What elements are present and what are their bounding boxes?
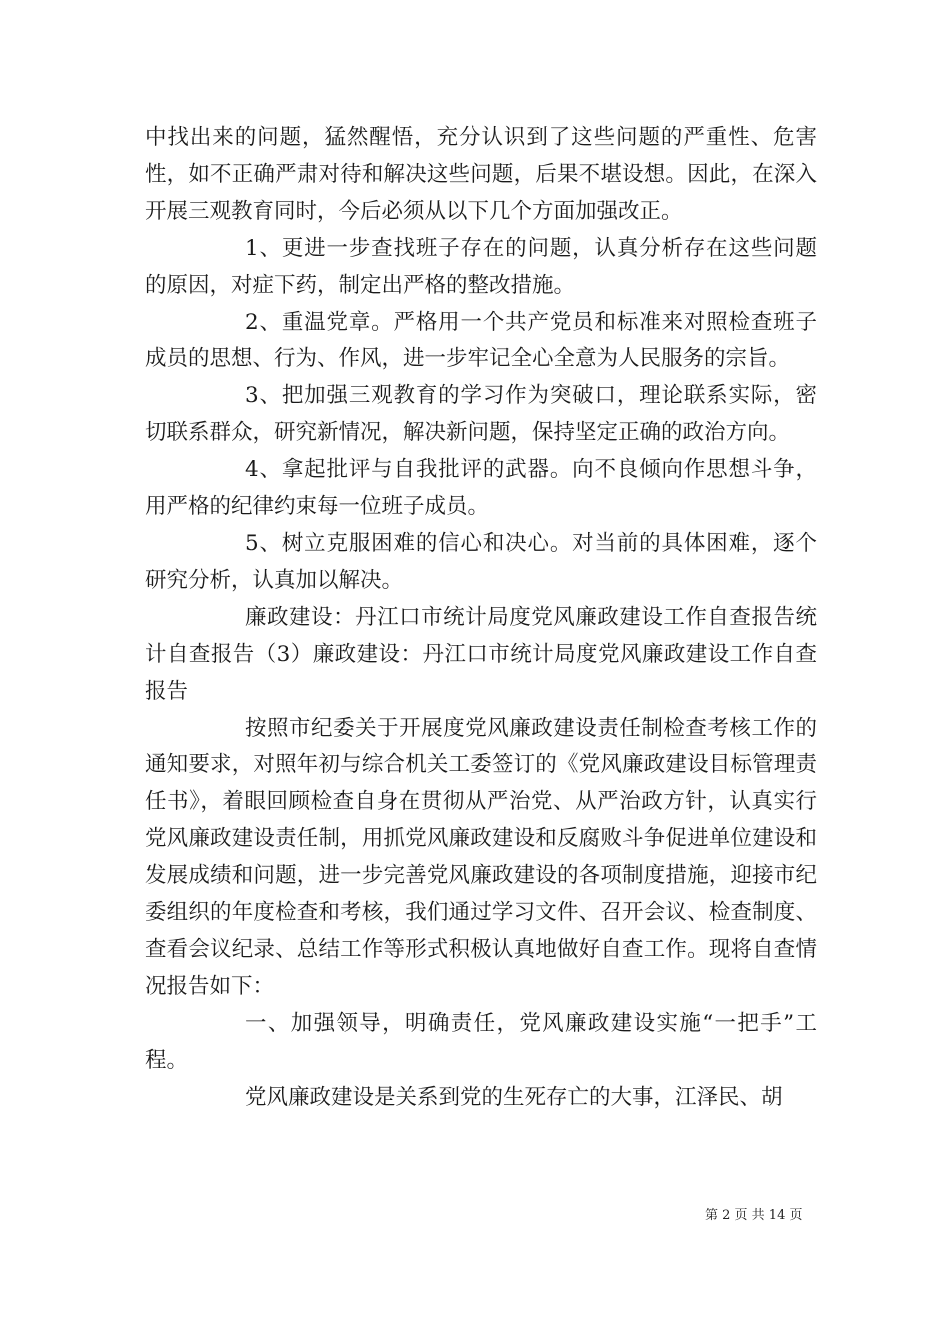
paragraph: 1、更进一步查找班子存在的问题，认真分析存在这些问题的原因，对症下药，制定出严格的整改措施。 <box>145 235 817 298</box>
page-number-footer: 第 2 页 共 14 页 <box>705 1208 803 1223</box>
paragraph: 3、把加强三观教育的学习作为突破口，理论联系实际，密切联系群众，研究新情况，解决新问题，保持坚定正确的政治方向。 <box>145 383 817 446</box>
paragraph: 中找出来的问题，猛然醒悟，充分认识到了这些问题的严重性、危害性，如不正确严肃对待和解决这些问题，后果不堪设想。因此，在深入开展三观教育同时，今后必须从以下几个方面加强改正。 <box>145 125 817 224</box>
paragraph: 按照市纪委关于开展度党风廉政建设责任制检查考核工作的通知要求，对照年初与综合机关工委签订的《党风廉政建设目标管理责任书》，着眼回顾检查自身在贯彻从严治党、从严治政方针，认真实行党风廉政建设责任制，用抓党风廉政建设和反腐败斗争促进单位建设和发展成绩和问题，进一步完善党风廉政建设的各项制度措施，迎接市纪委组织的年度检查和考核，我们通过学习文件、召开会议、检查制度、查看会议纪录、总结工作等形式积极认真地做好自查工作。现将自查情况报告如下： <box>145 715 817 999</box>
paragraph: 廉政建设：丹江口市统计局度党风廉政建设工作自查报告统计自查报告（3）廉政建设：丹江口市统计局度党风廉政建设工作自查报告 <box>145 604 817 704</box>
paragraph: 2、重温党章。严格用一个共产党员和标准来对照检查班子成员的思想、行为、作风，进一步牢记全心全意为人民服务的宗旨。 <box>145 309 817 372</box>
paragraph: 党风廉政建设是关系到党的生死存亡的大事，江泽民、胡 <box>245 1084 783 1110</box>
paragraph: 5、树立克服困难的信心和决心。对当前的具体困难，逐个研究分析，认真加以解决。 <box>145 530 817 593</box>
paragraph: 4、拿起批评与自我批评的武器。向不良倾向作思想斗争，用严格的纪律约束每一位班子成员。 <box>145 457 817 520</box>
paragraph: 一、加强领导，明确责任，党风廉政建设实施“一把手”工程。 <box>145 1010 817 1073</box>
document-body <box>145 120 817 1116</box>
